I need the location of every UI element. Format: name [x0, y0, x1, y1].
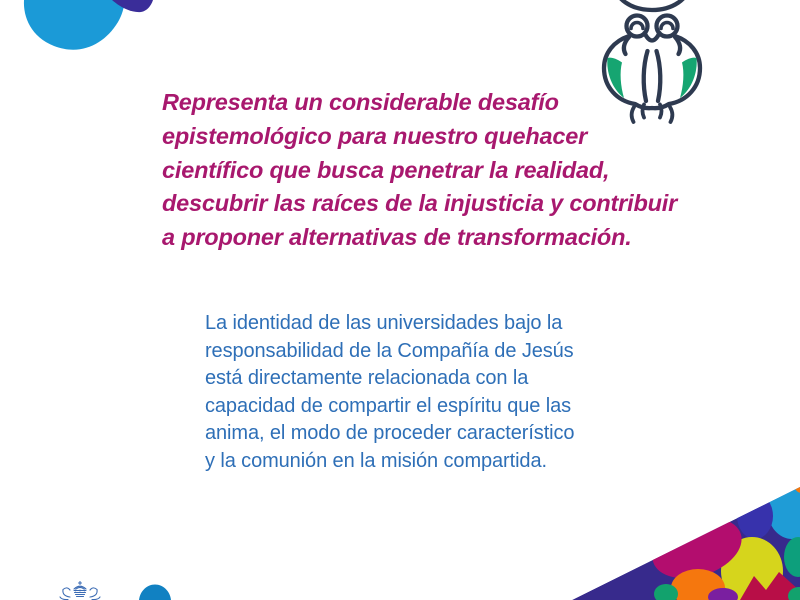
blue-dot-shape [137, 583, 173, 600]
secondary-quote-line: La identidad de las universidades bajo la [205, 312, 563, 334]
secondary-quote-line: responsabilidad de la Compañía de Jesús [205, 339, 574, 362]
mosaic-corner-decoration [555, 485, 800, 600]
secondary-quote-line: y la comunión en la misión compartida. [205, 449, 547, 472]
primary-quote [162, 86, 682, 255]
primary-quote-line: Representa un considerable desafío [162, 89, 559, 115]
primary-quote-line: científico que busca penetrar la realidad, [162, 156, 610, 183]
primary-quote-line: epistemológico para nuestro quehacer [162, 122, 588, 149]
secondary-quote-line: capacidad de compartir el espíritu que las [205, 394, 572, 417]
primary-quote-line: descubrir las raíces de la injusticia y contribuir [162, 190, 678, 217]
secondary-quote-line: está directamente relacionada con la [205, 367, 529, 390]
top-left-blob-shape [0, 0, 160, 60]
secondary-quote [205, 310, 605, 476]
secondary-quote-line: anima, el modo de proceder característico [205, 422, 575, 445]
university-crest-icon [58, 581, 102, 600]
primary-quote-line: a proponer alternativas de transformación. [162, 224, 632, 251]
